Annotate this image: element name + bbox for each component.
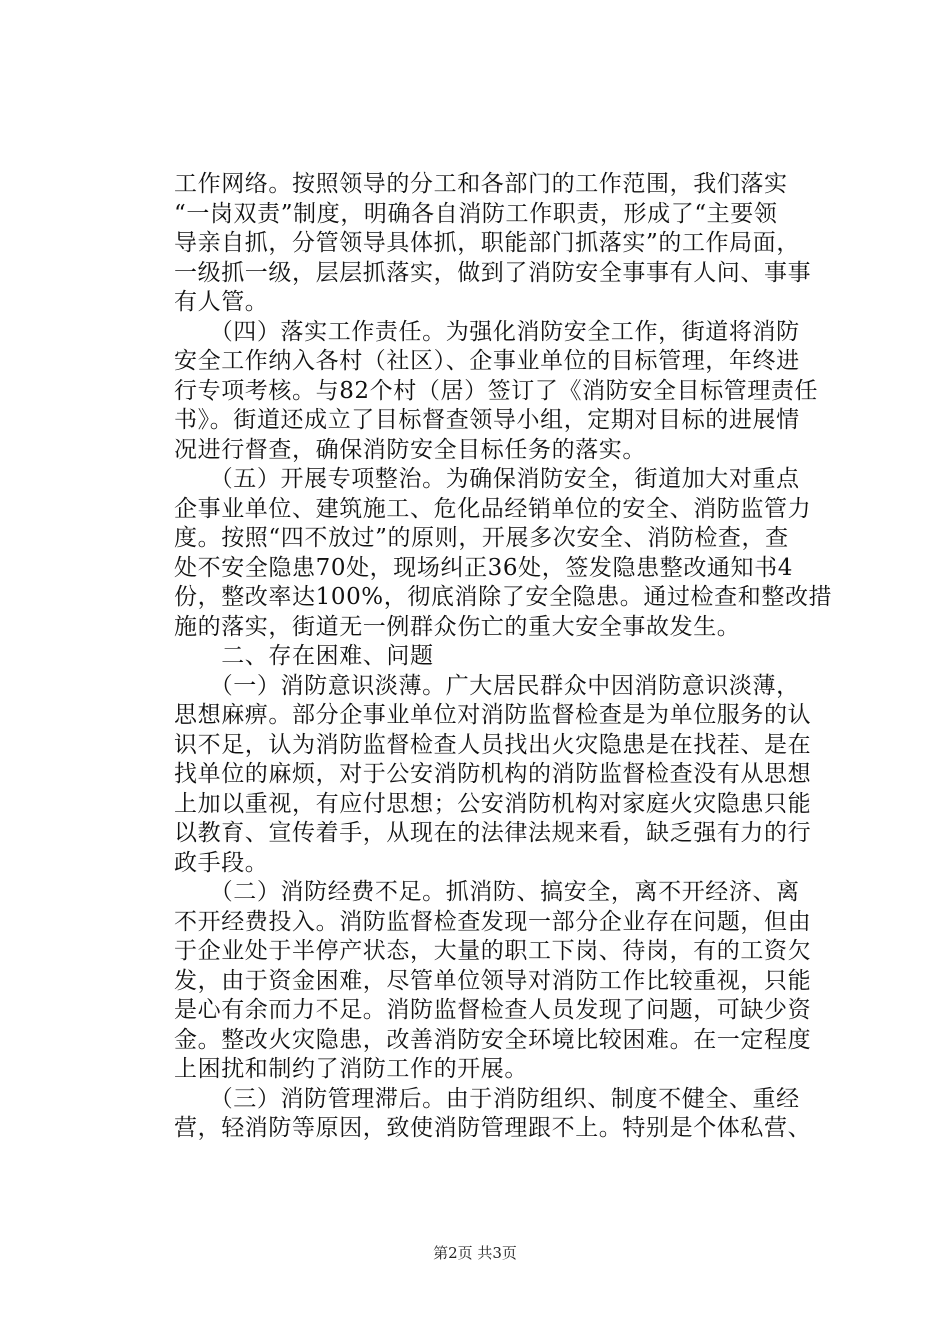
page-footer: 第2页 共3页 — [433, 1244, 517, 1262]
text-line: 是心有余而力不足。消防监督检查人员发现了问题，可缺少资 — [174, 997, 812, 1023]
text-line: 行专项考核。与82个村（居）签订了《消防安全目标管理责任 — [174, 377, 819, 404]
text-line: 施的落实，街道无一例群众伤亡的重大安全事故发生。 — [174, 613, 741, 640]
text-line: “一岗双责”制度，明确各自消防工作职责，形成了“主要领 — [174, 200, 778, 227]
text-line: 有人管。 — [174, 289, 269, 315]
text-line: 以教育、宣传着手，从现在的法律法规来看，缺乏强有力的行 — [174, 820, 812, 846]
text-line: 工作网络。按照领导的分工和各部门的工作范围，我们落实 — [174, 171, 788, 197]
text-line: 份，整改率达100%，彻底消除了安全隐患。通过检查和整改措 — [174, 584, 833, 610]
text-line: 安全工作纳入各村（社区）、企事业单位的目标管理，年终进 — [174, 348, 800, 374]
text-line: 书》。街道还成立了目标督查领导小组，定期对目标的进展情 — [174, 407, 800, 433]
text-line: 二、存在困难、问题 — [174, 643, 434, 669]
text-line: 发，由于资金困难，尽管单位领导对消防工作比较重视，只能 — [174, 967, 812, 994]
text-line: 企事业单位、建筑施工、危化品经销单位的安全、消防监管力 — [174, 495, 812, 522]
text-line: 营，轻消防等原因，致使消防管理跟不上。特别是个体私营、 — [174, 1115, 812, 1141]
text-line: （五）开展专项整治。为确保消防安全，街道加大对重点 — [174, 466, 800, 492]
text-line: （二）消防经费不足。抓消防、搞安全，离不开经济、离 — [174, 879, 800, 905]
text-line: 一级抓一级，层层抓落实，做到了消防安全事事有人问、事事 — [174, 259, 812, 286]
text-line: 金。整改火灾隐患，改善消防安全环境比较困难。在一定程度 — [174, 1026, 812, 1053]
text-line: 处不安全隐患70处，现场纠正36处，签发隐患整改通知书4 — [174, 554, 793, 581]
text-line: 识不足，认为消防监督检查人员找出火灾隐患是在找茬、是在 — [174, 731, 812, 758]
text-line: 上加以重视，有应付思想；公安消防机构对家庭火灾隐患只能 — [174, 790, 812, 817]
text-line: 况进行督查，确保消防安全目标任务的落实。 — [174, 436, 646, 463]
text-line: （四）落实工作责任。为强化消防安全工作，街道将消防 — [174, 318, 800, 345]
text-line: （三）消防管理滞后。由于消防组织、制度不健全、重经 — [174, 1085, 800, 1112]
text-line: 思想麻痹。部分企事业单位对消防监督检查是为单位服务的认 — [174, 702, 812, 728]
text-line: 于企业处于半停产状态，大量的职工下岗、待岗，有的工资欠 — [174, 938, 812, 964]
text-line: 上困扰和制约了消防工作的开展。 — [174, 1056, 528, 1082]
text-line: 度。按照“四不放过”的原则，开展多次安全、消防检查，查 — [174, 525, 789, 551]
text-line: 导亲自抓，分管领导具体抓，职能部门抓落实”的工作局面， — [174, 230, 800, 256]
document-body — [174, 170, 842, 1144]
text-line: 不开经费投入。消防监督检查发现一部分企业存在问题，但由 — [174, 908, 812, 935]
text-line: 政手段。 — [174, 849, 269, 876]
text-line: （一）消防意识淡薄。广大居民群众中因消防意识淡薄， — [174, 672, 800, 699]
text-line: 找单位的麻烦，对于公安消防机构的消防监督检查没有从思想 — [174, 761, 812, 787]
